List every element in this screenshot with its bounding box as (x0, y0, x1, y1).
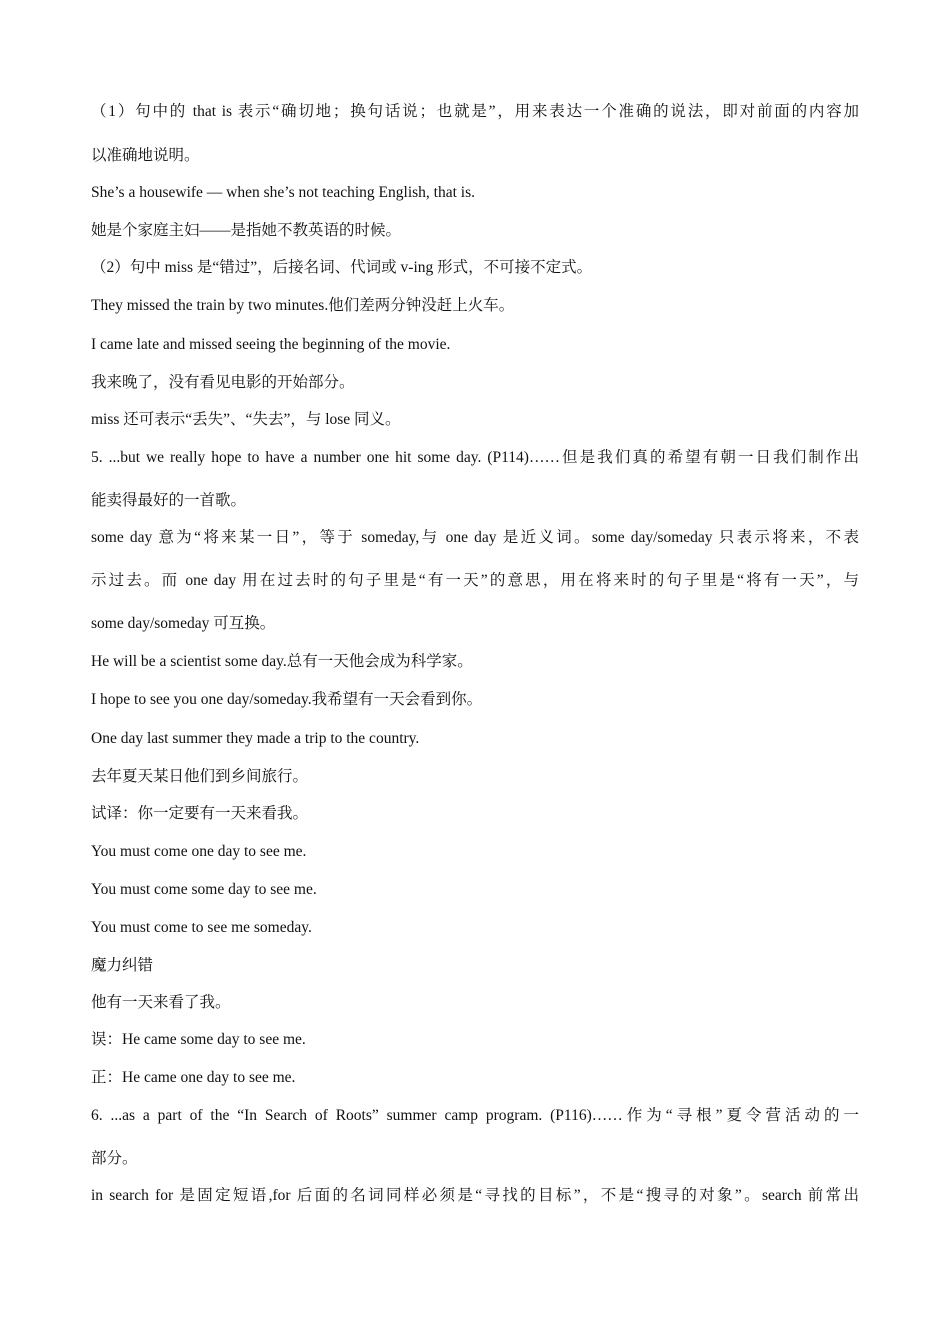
text-line: One day last summer they made a trip to the country. (91, 730, 420, 747)
text-line: 6. ...as a part of the “In Search of Roots” summer camp program. (P116)……作为“寻根”夏令营活动的一 (91, 1107, 859, 1124)
text-line: I hope to see you one day/someday.我希望有一天会看到你。 (91, 691, 483, 708)
text-line: 正：He came one day to see me. (91, 1069, 296, 1086)
text-line: some day 意为“将来某一日”，等于 someday,与 one day 是近义词。some day/someday 只表示将来，不表 (91, 529, 859, 546)
text-line: （2）句中 miss 是“错过”，后接名词、代词或 v-ing 形式，不可接不定式。 (91, 259, 593, 276)
text-line: 能卖得最好的一首歌。 (91, 492, 247, 509)
text-line: in search for 是固定短语,for 后面的名词同样必须是“寻找的目标”，不是“搜寻的对象”。search 前常出 (91, 1187, 859, 1204)
text-line: They missed the train by two minutes.他们差两分钟没赶上火车。 (91, 297, 515, 314)
text-line: 他有一天来看了我。 (91, 994, 231, 1011)
text-line: I came late and missed seeing the beginning of the movie. (91, 336, 451, 353)
text-line: You must come to see me someday. (91, 919, 312, 936)
text-line: 魔力纠错 (91, 957, 154, 974)
text-line: miss 还可表示“丢失”、“失去”，与 lose 同义。 (91, 411, 401, 428)
text-line: You must come some day to see me. (91, 881, 317, 898)
text-line: 试译：你一定要有一天来看我。 (91, 805, 309, 822)
text-line: 部分。 (91, 1150, 138, 1167)
text-line: 误：He came some day to see me. (91, 1031, 306, 1048)
text-line: （1）句中的 that is 表示“确切地；换句话说；也就是”，用来表达一个准确的说法，即对前面的内容加 (91, 103, 859, 120)
text-line: some day/someday 可互换。 (91, 615, 276, 632)
text-line: She’s a housewife — when she’s not teaching English, that is. (91, 184, 475, 201)
text-line: 示过去。而 one day 用在过去时的句子里是“有一天”的意思，用在将来时的句子里是“将有一天”，与 (91, 572, 859, 589)
text-line: He will be a scientist some day.总有一天他会成为科学家。 (91, 653, 473, 670)
text-line: You must come one day to see me. (91, 843, 307, 860)
text-line: 去年夏天某日他们到乡间旅行。 (91, 768, 309, 785)
text-line: 她是个家庭主妇——是指她不教英语的时候。 (91, 222, 402, 239)
text-line: 以准确地说明。 (91, 147, 200, 164)
text-line: 5. ...but we really hope to have a number one hit some day. (P114)……但是我们真的希望有朝一日我们制作出 (91, 449, 859, 466)
text-line: 我来晚了，没有看见电影的开始部分。 (91, 374, 355, 391)
